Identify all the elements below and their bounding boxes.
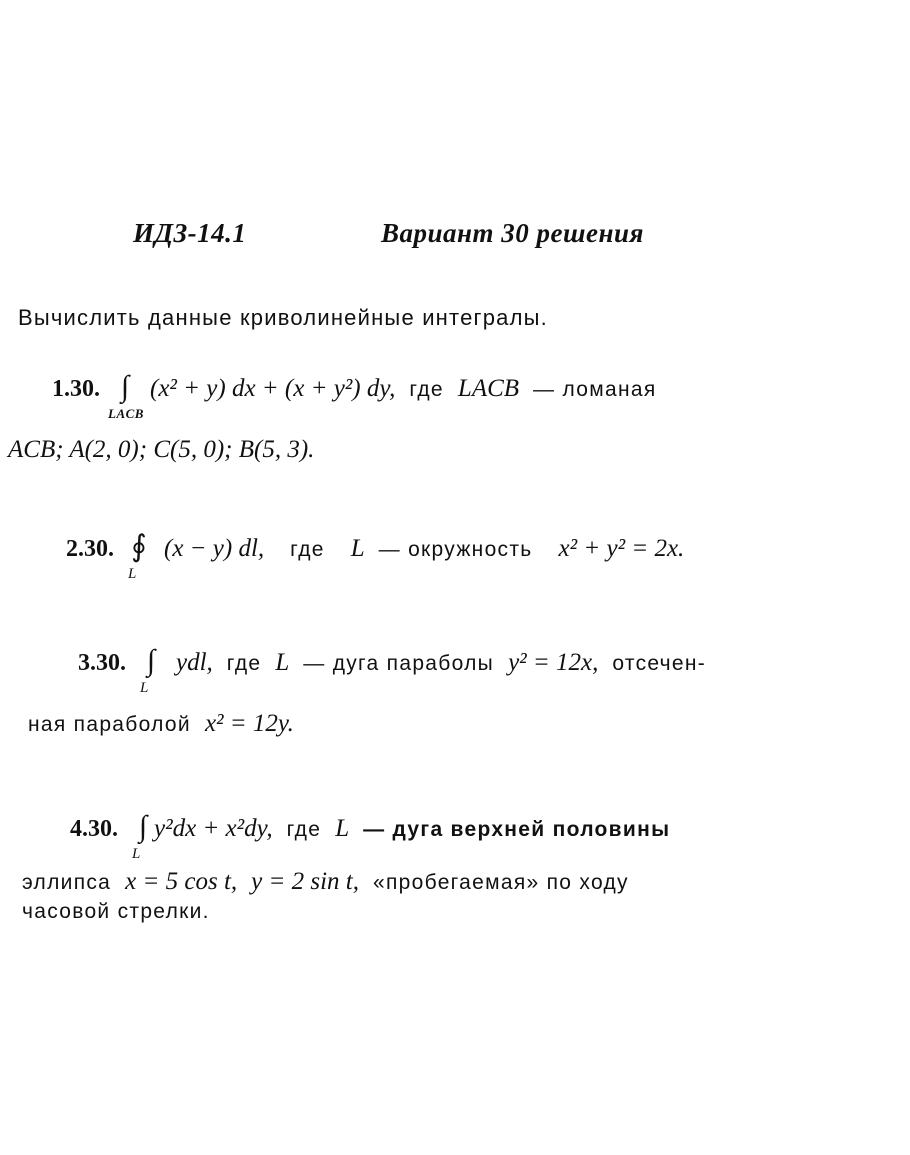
problem-1-where: где (409, 378, 444, 401)
integral-sign-icon: ∫ LACB (108, 370, 144, 421)
integral-sign-icon: ∫ L (132, 810, 148, 862)
problem-4-number: 4.30. (70, 816, 118, 842)
problem-1-expression: (x² + y) dx + (x + y²) dy, (150, 375, 396, 402)
problem-3-expression: ydl, (176, 649, 213, 676)
document-code: ИДЗ-14.1 (133, 218, 247, 248)
problem-3-description: — дуга параболы (303, 652, 495, 675)
problem-2-equation: x² + y² = 2x. (558, 535, 685, 562)
integral-subscript: L (128, 566, 137, 582)
problem-3-where: где (226, 652, 262, 675)
problem-1-line-2: ACB; A(2, 0); C(5, 0); B(5, 3). (8, 436, 315, 463)
problem-2-where: где (290, 538, 325, 561)
problem-1-description: — ломаная (533, 378, 657, 401)
problem-1-number: 1.30. (52, 376, 100, 402)
problem-4-curve: L (335, 815, 350, 842)
integral-subscript: LACB (108, 406, 144, 421)
problem-4-line-2-eq-2: y = 2 sin t, (251, 868, 359, 895)
problem-4-line-2-tail: «пробегаемая» по ходу (373, 871, 629, 894)
contour-integral-icon: ∮ L (128, 530, 147, 582)
problem-2-expression: (x − y) dl, (164, 535, 265, 562)
problem-4-line-1 (70, 810, 671, 862)
intro-text: Вычислить данные криволинейные интегралы. (18, 305, 548, 330)
problem-2-line-1 (66, 530, 685, 582)
integral-sign-icon: ∫ L (140, 644, 156, 696)
problem-3-line-2-text: ная параболой (28, 713, 191, 736)
integral-subscript: L (132, 846, 141, 862)
problem-3-line-2 (28, 710, 294, 738)
problem-4-line-2-eq-1: x = 5 cos t, (125, 868, 238, 895)
problem-3-number: 3.30. (78, 650, 126, 676)
problem-3-line-1 (78, 644, 707, 696)
problem-4-description: — дуга верхней половины (363, 818, 671, 841)
problem-1-line-1 (52, 370, 657, 421)
problem-4-where: где (286, 818, 322, 841)
problem-3-equation: y² = 12x, (508, 649, 599, 676)
problem-4-expression: y²dx + x²dy, (154, 815, 273, 842)
problem-3-tail: отсечен- (612, 652, 707, 675)
integral-subscript: L (140, 680, 149, 696)
problem-2-curve: L (350, 535, 365, 562)
variant-title: Вариант 30 решения (381, 218, 644, 248)
problem-1-curve: LACB (457, 375, 520, 402)
problem-2-description: — окружность (378, 538, 533, 561)
problem-4-line-2-text: эллипса (22, 871, 112, 894)
problem-4-line-3: часовой стрелки. (22, 900, 210, 923)
problem-4-line-2 (22, 868, 629, 896)
problem-3-curve: L (275, 649, 290, 676)
problem-3-line-2-equation: x² = 12y. (204, 710, 294, 737)
problem-2-number: 2.30. (66, 536, 114, 562)
